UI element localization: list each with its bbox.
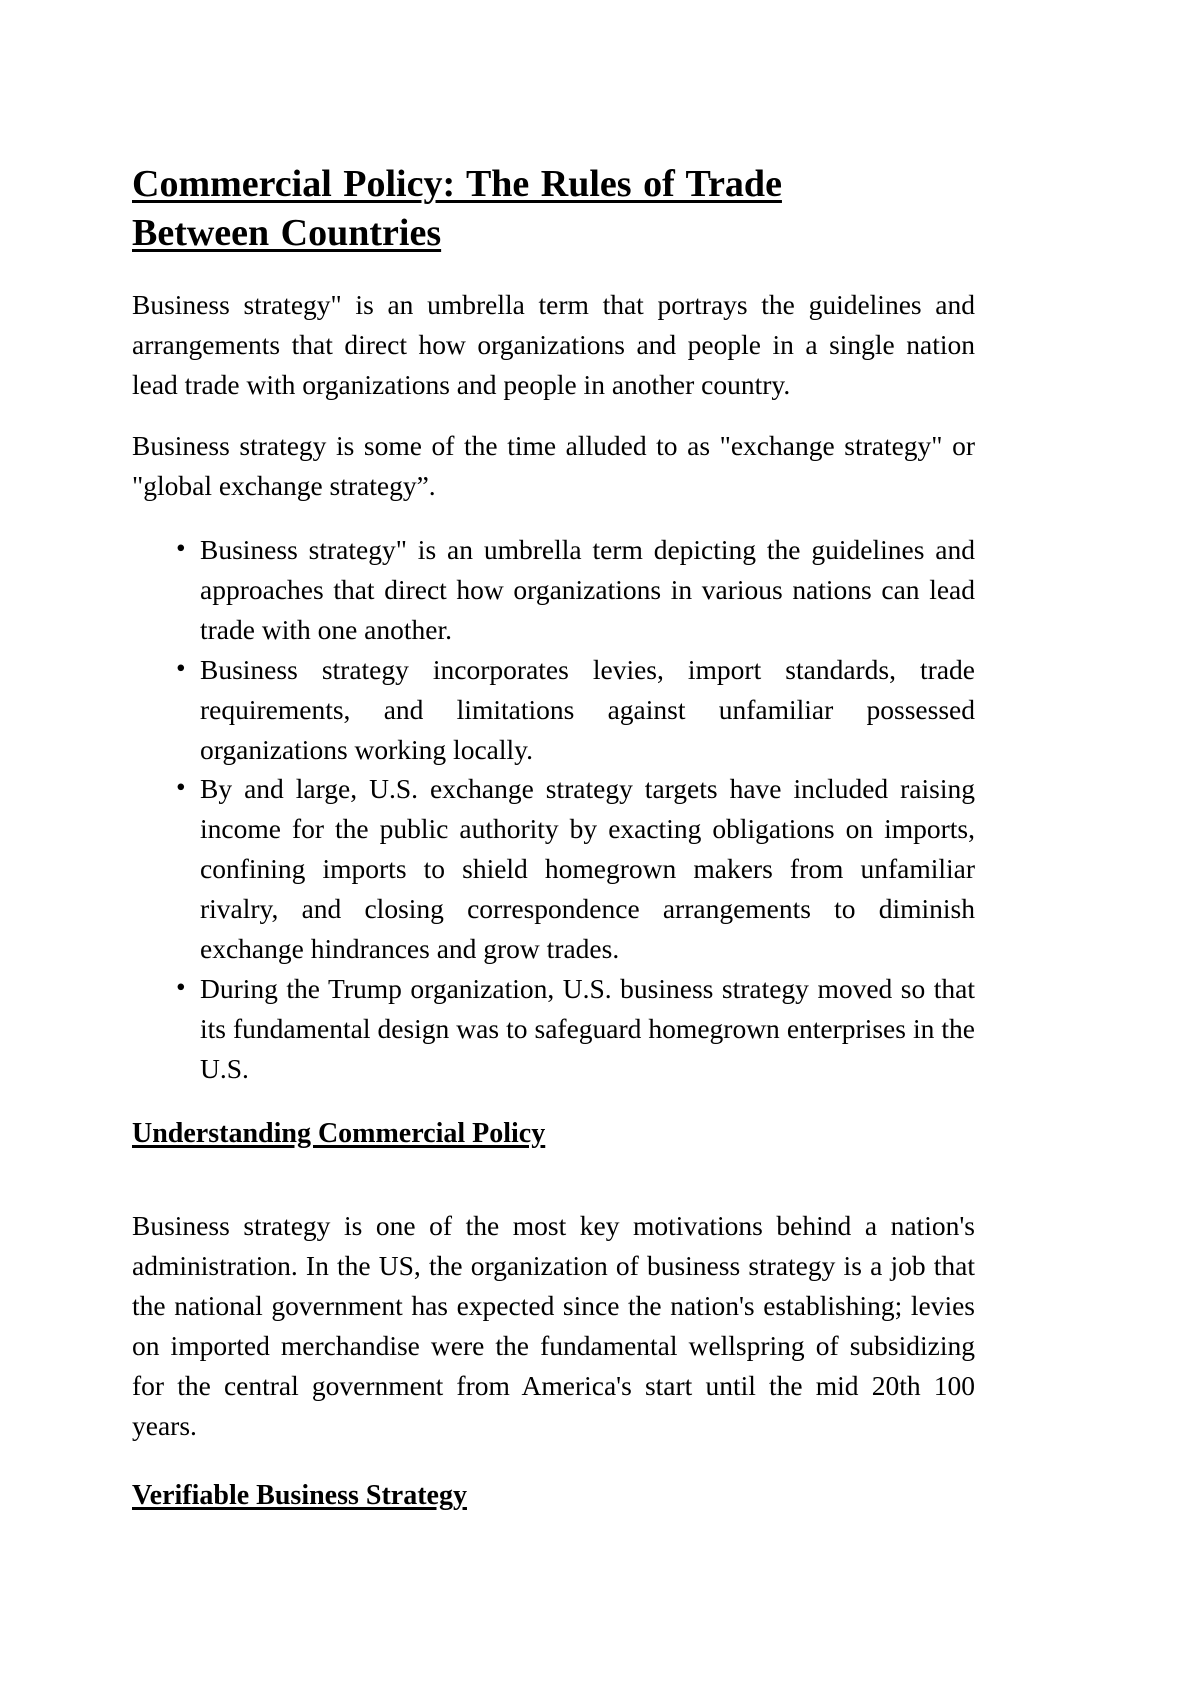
paragraph-understanding: Business strategy is one of the most key motivations behind a nation's administration. In the US, the organization of business strategy is a job that the national government has expected since the nation's establishing; levies on imported merchandise were the fundamental wellspring of subsidizing for the central government from America's start until the mid 20th 100 years. — [132, 1210, 975, 1441]
list-item: • By and large, U.S. exchange strategy targets have included raising income for the public authority by exacting obligations on imports, confining imports to shield homegrown makers from unfamiliar rivalry, and closing correspondence arrangements to diminish exchange hindrances and grow trades. — [132, 769, 975, 968]
section-heading-understanding-text: Understanding Commercial Policy — [132, 1118, 546, 1150]
page-title-line-1: Commercial Policy: The Rules of Trade — [132, 163, 782, 205]
section-heading-understanding — [132, 1118, 975, 1150]
paragraph-intro-1: Business strategy" is an umbrella term that portrays the guidelines and arrangements that direct how organizations and people in a single nation lead trade with organizations and people in another country. — [132, 288, 975, 400]
page-title — [132, 160, 975, 259]
bullet-list — [132, 530, 975, 1088]
section-heading-verifiable — [132, 1480, 975, 1512]
section-heading-verifiable-text: Verifiable Business Strategy — [132, 1479, 467, 1511]
list-item: • During the Trump organization, U.S. business strategy moved so that its fundamental design was to safeguard homegrown enterprises in the U.S. — [132, 969, 975, 1089]
list-item: • Business strategy" is an umbrella term depicting the guidelines and approaches that direct how organizations in various nations can lead trade with one another. — [132, 530, 975, 650]
paragraph-intro-2: Business strategy is some of the time alluded to as "exchange strategy" or "global exchange strategy”. — [132, 430, 975, 502]
list-item: • Business strategy incorporates levies, import standards, trade requirements, and limitations against unfamiliar possessed organizations working locally. — [132, 650, 975, 770]
page-title-line-2: Between Countries — [132, 212, 442, 255]
